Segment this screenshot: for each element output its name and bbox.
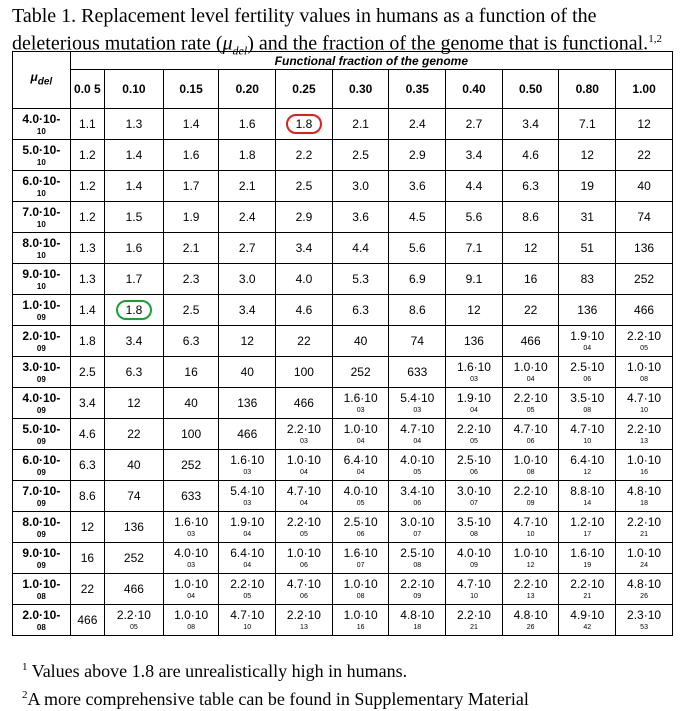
table-row — [13, 326, 673, 357]
table-cell: 4.5 — [389, 202, 446, 233]
table-cell: 2.5·10 06 — [332, 512, 389, 543]
footnote-1 — [22, 655, 529, 683]
table-cell: 3.5·10 08 — [446, 512, 503, 543]
table-cell: 12 — [219, 326, 276, 357]
table-cell: 2.1 — [163, 233, 219, 264]
table-cell: 1.0·10 12 — [502, 543, 559, 574]
table-cell: 1.7 — [105, 264, 164, 295]
table-cell: 1.9·10 04 — [219, 512, 276, 543]
table-cell: 16 — [163, 357, 219, 388]
table-cell: 1.5 — [105, 202, 164, 233]
table-cell: 2.5·10 06 — [559, 357, 616, 388]
table-cell: 2.7 — [446, 109, 503, 140]
table-cell: 22 — [502, 295, 559, 326]
table-cell: 2.9 — [389, 140, 446, 171]
table-cell: 466 — [105, 574, 164, 605]
highlight-circle-green: 1.8 — [116, 300, 153, 320]
table-row — [13, 140, 673, 171]
table-cell: 6.4·10 12 — [559, 450, 616, 481]
footnote-1-mark: 1 — [22, 661, 28, 673]
row-mutation-rate: 6.0·10- 09 — [13, 450, 71, 481]
table-cell: 2.3·10 53 — [616, 605, 673, 636]
table-cell: 4.7·10 10 — [446, 574, 503, 605]
group-header-row — [13, 52, 673, 70]
table-cell: 3.6 — [389, 171, 446, 202]
footnotes — [22, 655, 529, 711]
row-mutation-rate: 8.0·10- 10 — [13, 233, 71, 264]
table-cell: 2.2·10 05 — [616, 326, 673, 357]
table-cell: 5.4·10 03 — [389, 388, 446, 419]
footnote-2-mark: 2 — [22, 689, 28, 701]
table-cell: 8.8·10 14 — [559, 481, 616, 512]
table-cell: 3.4·10 06 — [389, 481, 446, 512]
row-mutation-rate: 2.0·10- 09 — [13, 326, 71, 357]
table-cell: 4.8·10 18 — [616, 481, 673, 512]
column-header: 0.40 — [446, 70, 503, 109]
table-cell: 4.7·10 10 — [616, 388, 673, 419]
table-row — [13, 543, 673, 574]
row-mutation-rate: 8.0·10- 09 — [13, 512, 71, 543]
table-cell: 1.6·10 03 — [163, 512, 219, 543]
table-cell: 40 — [219, 357, 276, 388]
table-cell: 4.6 — [276, 295, 333, 326]
table-cell: 7.1 — [559, 109, 616, 140]
table-cell: 12 — [446, 295, 503, 326]
table-cell: 1.6·10 03 — [332, 388, 389, 419]
table-cell: 1.0·10 24 — [616, 543, 673, 574]
table-cell: 40 — [616, 171, 673, 202]
table-cell: 2.2·10 05 — [105, 605, 164, 636]
table-cell: 136 — [616, 233, 673, 264]
table-cell: 4.0·10 05 — [332, 481, 389, 512]
table-cell: 2.5·10 08 — [389, 543, 446, 574]
table-cell: 252 — [163, 450, 219, 481]
table-cell: 12 — [105, 388, 164, 419]
caption-text: Table 1. Replacement level fertility values in humans as a function of the deleterious mutation rate ( — [12, 5, 597, 55]
table-cell: 100 — [163, 419, 219, 450]
row-mutation-rate: 2.0·10- 08 — [13, 605, 71, 636]
row-mutation-rate: 9.0·10- 09 — [13, 543, 71, 574]
table-cell: 2.2·10 05 — [446, 419, 503, 450]
table-cell: 2.2·10 03 — [276, 419, 333, 450]
table-cell: 2.2·10 13 — [502, 574, 559, 605]
table-cell: 4.0·10 03 — [163, 543, 219, 574]
table-cell: 6.3 — [502, 171, 559, 202]
caption-text-end: ) and the fraction of the genome that is functional. — [247, 32, 649, 55]
table-cell: 4.8·10 26 — [616, 574, 673, 605]
mu-column-header: $\mu_{del}$ — [13, 52, 71, 109]
table-cell: 4.7·10 10 — [559, 419, 616, 450]
column-header: 0.15 — [163, 70, 219, 109]
row-mutation-rate: 7.0·10- 10 — [13, 202, 71, 233]
table-cell: 2.5·10 06 — [446, 450, 503, 481]
table-cell: 1.1 — [70, 109, 104, 140]
table-cell: 1.0·10 08 — [616, 357, 673, 388]
table-cell: 3.5·10 08 — [559, 388, 616, 419]
table-cell: 2.4 — [389, 109, 446, 140]
row-mutation-rate: 5.0·10- 09 — [13, 419, 71, 450]
table-cell: 1.2 — [70, 171, 104, 202]
table-cell: 136 — [219, 388, 276, 419]
table-cell: 1.6·10 03 — [219, 450, 276, 481]
table-cell: 2.2·10 21 — [446, 605, 503, 636]
table-cell: 7.1 — [446, 233, 503, 264]
table-cell: 1.3 — [105, 109, 164, 140]
table-row — [13, 109, 673, 140]
table-cell: 5.3 — [332, 264, 389, 295]
table-cell — [105, 295, 164, 326]
table-cell: 1.0·10 04 — [163, 574, 219, 605]
table-cell: 1.6 — [219, 109, 276, 140]
table-cell: 1.0·10 08 — [502, 450, 559, 481]
table-row — [13, 357, 673, 388]
table-cell: 1.4 — [163, 109, 219, 140]
table-cell: 2.1 — [219, 171, 276, 202]
table-cell: 1.0·10 04 — [502, 357, 559, 388]
table-cell: 1.6·10 03 — [446, 357, 503, 388]
table-cell: 31 — [559, 202, 616, 233]
table-cell: 2.2·10 09 — [389, 574, 446, 605]
table-cell: 2.5 — [332, 140, 389, 171]
table-cell: 1.4 — [70, 295, 104, 326]
table-cell: 6.3 — [332, 295, 389, 326]
table-cell: 2.2·10 13 — [616, 419, 673, 450]
table-cell: 4.0·10 09 — [446, 543, 503, 574]
table-cell: 6.3 — [105, 357, 164, 388]
footnote-1-text: Values above 1.8 are unrealistically high in humans. — [31, 661, 408, 681]
table-cell: 3.6 — [332, 202, 389, 233]
table-row — [13, 295, 673, 326]
table-cell: 4.0·10 05 — [389, 450, 446, 481]
table-cell: 1.0·10 04 — [276, 450, 333, 481]
table-cell: 12 — [616, 109, 673, 140]
table-cell: 252 — [332, 357, 389, 388]
table-cell: 3.4 — [502, 109, 559, 140]
table-cell: 4.8·10 18 — [389, 605, 446, 636]
table-cell: 2.5 — [276, 171, 333, 202]
table-cell: 16 — [70, 543, 104, 574]
table-cell: 1.2·10 17 — [559, 512, 616, 543]
table-row — [13, 512, 673, 543]
highlight-circle-red: 1.8 — [286, 114, 323, 134]
table-cell: 4.9·10 42 — [559, 605, 616, 636]
table-cell: 1.0·10 08 — [332, 574, 389, 605]
table-cell: 1.6 — [105, 233, 164, 264]
table-cell: 51 — [559, 233, 616, 264]
row-mutation-rate: 6.0·10- 10 — [13, 171, 71, 202]
table-cell: 4.7·10 10 — [502, 512, 559, 543]
table-cell: 2.2·10 21 — [616, 512, 673, 543]
row-mutation-rate: 9.0·10- 10 — [13, 264, 71, 295]
table-cell: 8.6 — [502, 202, 559, 233]
table-row — [13, 388, 673, 419]
table-cell: 4.7·10 04 — [276, 481, 333, 512]
table-row — [13, 171, 673, 202]
table-row — [13, 481, 673, 512]
table-cell: 1.0·10 16 — [616, 450, 673, 481]
table-cell: 22 — [105, 419, 164, 450]
table-cell: 5.6 — [389, 233, 446, 264]
table-cell: 6.4·10 04 — [332, 450, 389, 481]
table-cell: 4.6 — [502, 140, 559, 171]
row-mutation-rate: 4.0·10- 10 — [13, 109, 71, 140]
table-cell: 1.0·10 06 — [276, 543, 333, 574]
table-cell: 40 — [332, 326, 389, 357]
table-cell: 3.4 — [105, 326, 164, 357]
table-cell: 1.4 — [105, 140, 164, 171]
column-header: 0.35 — [389, 70, 446, 109]
table-cell: 19 — [559, 171, 616, 202]
row-mutation-rate: 5.0·10- 10 — [13, 140, 71, 171]
table-cell: 1.4 — [105, 171, 164, 202]
table-cell: 136 — [105, 512, 164, 543]
table-cell: 2.4 — [219, 202, 276, 233]
table-cell: 3.4 — [219, 295, 276, 326]
table-cell: 5.4·10 03 — [219, 481, 276, 512]
table-cell: 1.3 — [70, 233, 104, 264]
column-header-row — [13, 70, 673, 109]
table-cell: 74 — [616, 202, 673, 233]
table-cell: 4.7·10 06 — [276, 574, 333, 605]
table-cell: 1.8 — [70, 326, 104, 357]
row-mutation-rate: 1.0·10- 09 — [13, 295, 71, 326]
column-header: 0.30 — [332, 70, 389, 109]
caption-mu-symbol: μ — [222, 32, 233, 55]
table-row — [13, 202, 673, 233]
table-cell: 1.9 — [163, 202, 219, 233]
table-cell: 12 — [70, 512, 104, 543]
table-cell: 1.6·10 07 — [332, 543, 389, 574]
table-cell: 1.2 — [70, 140, 104, 171]
table-cell: 252 — [616, 264, 673, 295]
table-cell: 1.0·10 08 — [163, 605, 219, 636]
table-cell: 12 — [559, 140, 616, 171]
table-cell: 4.8·10 26 — [502, 605, 559, 636]
row-mutation-rate: 1.0·10- 08 — [13, 574, 71, 605]
column-header: 0.50 — [502, 70, 559, 109]
caption-footnote-ref: 1,2 — [648, 33, 662, 45]
table-cell: 466 — [502, 326, 559, 357]
table-cell: 2.5 — [70, 357, 104, 388]
table-cell: 1.6 — [163, 140, 219, 171]
table-cell: 4.7·10 06 — [502, 419, 559, 450]
table-cell: 1.6·10 19 — [559, 543, 616, 574]
table-cell: 2.2·10 09 — [502, 481, 559, 512]
table-cell: 3.4 — [276, 233, 333, 264]
column-header: 0.20 — [219, 70, 276, 109]
table-cell: 1.7 — [163, 171, 219, 202]
group-header: Functional fraction of the genome — [70, 52, 672, 70]
table-cell: 6.3 — [70, 450, 104, 481]
table-cell: 2.1 — [332, 109, 389, 140]
table-cell: 22 — [616, 140, 673, 171]
table-cell: 22 — [70, 574, 104, 605]
table-cell: 2.2·10 05 — [219, 574, 276, 605]
table-cell: 466 — [70, 605, 104, 636]
table-cell: 3.0·10 07 — [389, 512, 446, 543]
table-cell: 252 — [105, 543, 164, 574]
table-cell: 12 — [502, 233, 559, 264]
table-cell: 1.0·10 04 — [332, 419, 389, 450]
table-cell: 2.2·10 13 — [276, 605, 333, 636]
table-cell: 16 — [502, 264, 559, 295]
table-cell: 74 — [105, 481, 164, 512]
table-cell: 466 — [276, 388, 333, 419]
table-cell: 4.7·10 04 — [389, 419, 446, 450]
table-cell: 2.9 — [276, 202, 333, 233]
table-cell: 1.3 — [70, 264, 104, 295]
table-row — [13, 233, 673, 264]
table-cell: 22 — [276, 326, 333, 357]
table-cell: 633 — [389, 357, 446, 388]
table-cell: 4.4 — [332, 233, 389, 264]
footnote-2 — [22, 683, 529, 711]
table-cell: 3.0 — [219, 264, 276, 295]
table-cell: 466 — [616, 295, 673, 326]
table-row — [13, 605, 673, 636]
fertility-table — [12, 51, 673, 636]
table-cell: 2.3 — [163, 264, 219, 295]
table-cell: 633 — [163, 481, 219, 512]
table-cell: 2.2 — [276, 140, 333, 171]
table-row — [13, 450, 673, 481]
table-cell: 74 — [389, 326, 446, 357]
row-mutation-rate: 7.0·10- 09 — [13, 481, 71, 512]
footnote-2-text: A more comprehensive table can be found in Supplementary Material — [27, 689, 529, 709]
table-cell: 4.6 — [70, 419, 104, 450]
table-cell: 8.6 — [389, 295, 446, 326]
table-cell: 2.2·10 05 — [502, 388, 559, 419]
table-cell: 1.8 — [219, 140, 276, 171]
column-header: 0.0 5 — [70, 70, 104, 109]
column-header: 0.25 — [276, 70, 333, 109]
table-cell: 100 — [276, 357, 333, 388]
table-cell: 3.0·10 07 — [446, 481, 503, 512]
table-cell: 4.0 — [276, 264, 333, 295]
column-header: 1.00 — [616, 70, 673, 109]
table-row — [13, 419, 673, 450]
table-cell: 3.4 — [446, 140, 503, 171]
table-cell: 2.2·10 21 — [559, 574, 616, 605]
table-cell: 6.3 — [163, 326, 219, 357]
row-mutation-rate: 3.0·10- 09 — [13, 357, 71, 388]
table-cell: 136 — [559, 295, 616, 326]
table-cell: 466 — [219, 419, 276, 450]
table-cell: 6.9 — [389, 264, 446, 295]
table-cell: 136 — [446, 326, 503, 357]
table-cell: 8.6 — [70, 481, 104, 512]
table-cell: 4.7·10 10 — [219, 605, 276, 636]
table-cell: 2.5 — [163, 295, 219, 326]
table-cell: 4.4 — [446, 171, 503, 202]
table-row — [13, 574, 673, 605]
table-body — [13, 52, 673, 636]
table-cell: 3.0 — [332, 171, 389, 202]
table-cell: 40 — [163, 388, 219, 419]
row-mutation-rate: 4.0·10- 09 — [13, 388, 71, 419]
table-cell: 6.4·10 04 — [219, 543, 276, 574]
table-cell: 1.2 — [70, 202, 104, 233]
table-cell: 5.6 — [446, 202, 503, 233]
table-cell: 1.9·10 04 — [446, 388, 503, 419]
caption-mu-subscript: del — [232, 43, 248, 58]
table-cell: 3.4 — [70, 388, 104, 419]
table-cell: 83 — [559, 264, 616, 295]
table-cell: 2.7 — [219, 233, 276, 264]
table-row — [13, 264, 673, 295]
table-cell: 9.1 — [446, 264, 503, 295]
column-header: 0.10 — [105, 70, 164, 109]
column-header: 0.80 — [559, 70, 616, 109]
table-cell — [276, 109, 333, 140]
table-cell: 2.2·10 05 — [276, 512, 333, 543]
table-cell: 1.9·10 04 — [559, 326, 616, 357]
table-cell: 40 — [105, 450, 164, 481]
table-cell: 1.0·10 16 — [332, 605, 389, 636]
